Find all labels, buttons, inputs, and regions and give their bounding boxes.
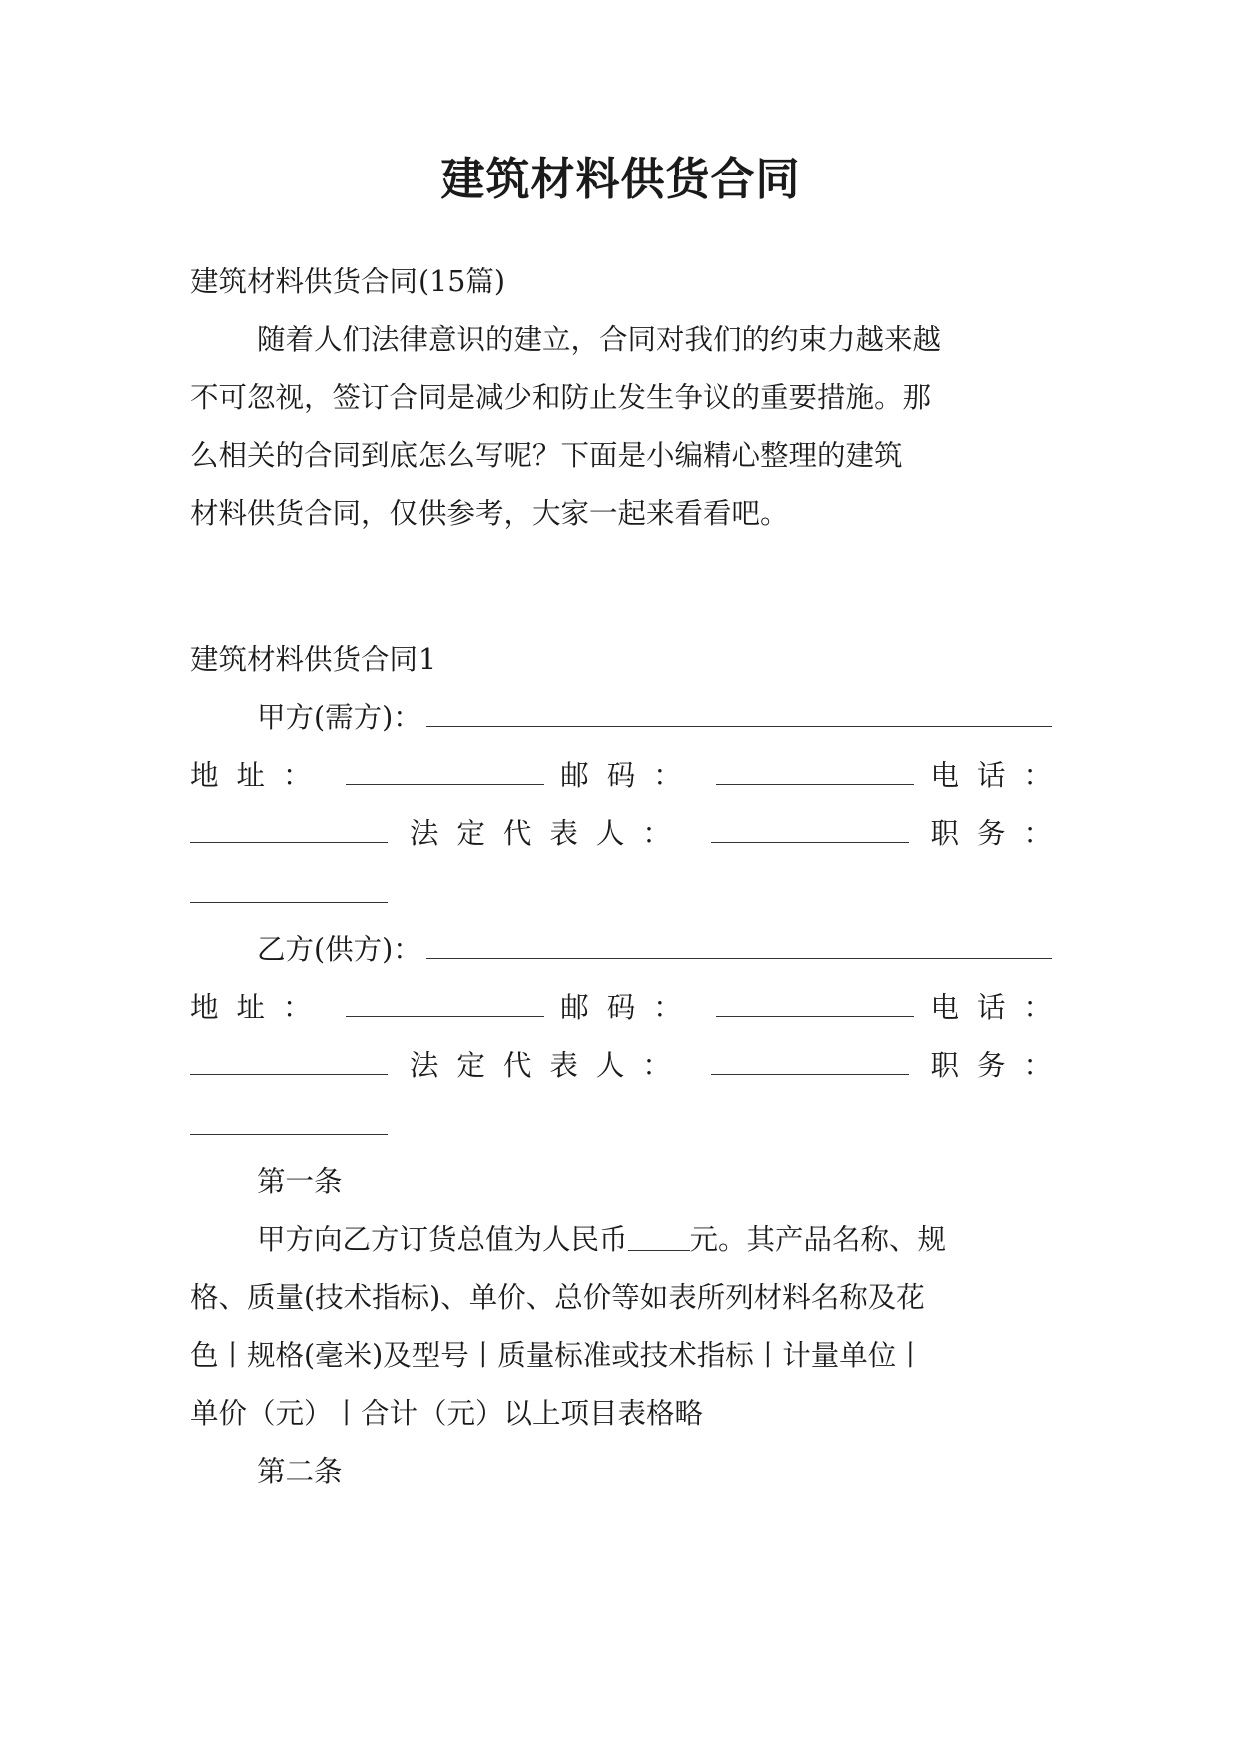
party-a-label: 甲方(需方)：: [257, 701, 422, 734]
party-a-position-blank[interactable]: [190, 902, 388, 903]
article-1-line-2: 格、质量(技术指标)、单价、总价等如表所列材料名称及花: [190, 1281, 925, 1314]
intro-line-3: 么相关的合同到底怎么写呢？下面是小编精心整理的建筑: [190, 439, 903, 472]
article-1-heading: 第一条: [257, 1165, 343, 1198]
party-a-rep-row: [190, 814, 1070, 854]
party-a-postcode-blank[interactable]: [716, 784, 914, 785]
party-b-contact-row: [190, 988, 1070, 1028]
intro-line-2: 不可忽视，签订合同是减少和防止发生争议的重要措施。那: [190, 381, 932, 414]
party-b-rep-row: [190, 1046, 1070, 1086]
party-b-phone-blank[interactable]: [190, 1074, 388, 1075]
article-2-heading: 第二条: [257, 1455, 343, 1488]
party-b-name-row: [257, 930, 1052, 970]
party-b-name-blank[interactable]: [426, 958, 1052, 959]
intro-line-4: 材料供货合同，仅供参考，大家一起来看看吧。: [190, 497, 789, 530]
article-1-line-3: 色丨规格(毫米)及型号丨质量标准或技术指标丨计量单位丨: [190, 1339, 925, 1372]
article-1-line-4: 单价（元）丨合计（元）以上项目表格略: [190, 1397, 704, 1430]
total-amount-blank[interactable]: [628, 1250, 690, 1251]
party-b-address-blank[interactable]: [346, 1016, 544, 1017]
party-a-legal-rep-label: 法定代表人：: [409, 817, 689, 850]
party-b-postcode-blank[interactable]: [716, 1016, 914, 1017]
article-1-text-b: 元。其产品名称、规: [689, 1223, 947, 1256]
party-b-phone-label: 电话：: [930, 991, 1070, 1024]
party-b-position-row: [190, 1104, 1052, 1144]
party-a-phone-blank[interactable]: [190, 842, 388, 843]
party-a-contact-row: [190, 756, 1070, 796]
document-title: 建筑材料供货合同: [440, 154, 801, 205]
party-b-postcode-label: 邮码：: [560, 991, 700, 1024]
party-b-legal-rep-blank[interactable]: [711, 1074, 909, 1075]
party-b-legal-rep-label: 法定代表人：: [409, 1049, 689, 1082]
party-a-legal-rep-blank[interactable]: [711, 842, 909, 843]
section-heading: 建筑材料供货合同1: [190, 643, 437, 676]
party-b-label: 乙方(供方)：: [257, 933, 422, 966]
party-a-name-row: [257, 698, 1052, 738]
party-a-phone-label: 电话：: [930, 759, 1070, 792]
party-a-position-row: [190, 872, 1052, 912]
article-1-line-1: [257, 1220, 1052, 1260]
party-b-address-label: 地址：: [190, 991, 330, 1024]
party-a-address-label: 地址：: [190, 759, 330, 792]
party-b-position-label: 职务：: [930, 1049, 1070, 1082]
article-1-text-a: 甲方向乙方订货总值为人民币: [257, 1223, 628, 1256]
party-a-postcode-label: 邮码：: [560, 759, 700, 792]
intro-line-1: 随着人们法律意识的建立，合同对我们的约束力越来越: [257, 323, 942, 356]
party-b-position-blank[interactable]: [190, 1134, 388, 1135]
party-a-position-label: 职务：: [930, 817, 1070, 850]
document-subtitle: 建筑材料供货合同(15篇): [190, 265, 506, 298]
party-a-address-blank[interactable]: [346, 784, 544, 785]
party-a-name-blank[interactable]: [426, 726, 1052, 727]
